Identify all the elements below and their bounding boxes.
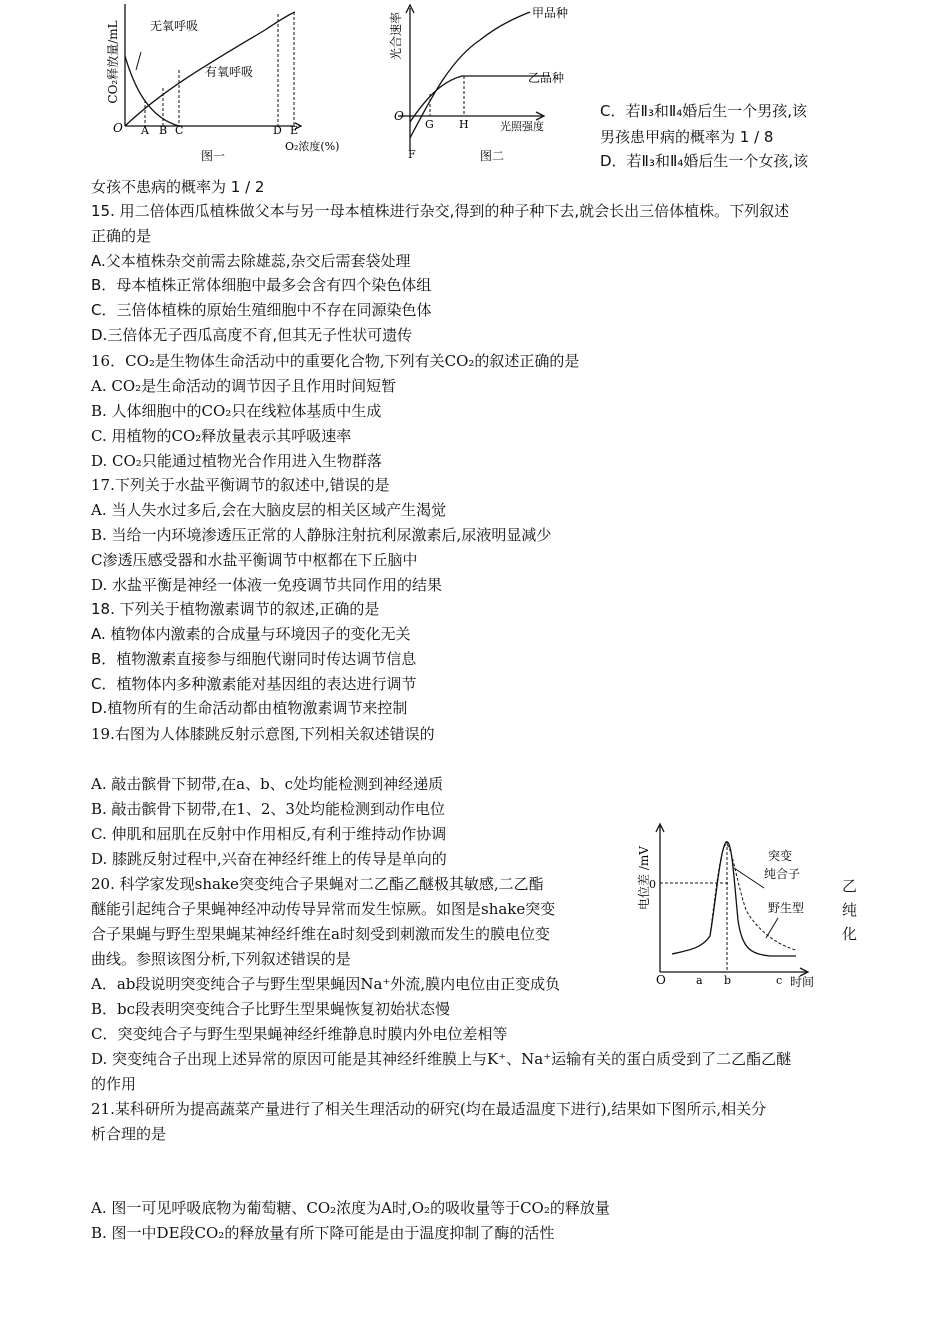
fig1-xlabel: O₂浓度(%) <box>285 140 340 153</box>
q15-option-b: B．母本植株正常体细胞中最多会含有四个染色体组 <box>91 276 432 294</box>
fig2-caption: 图二 <box>480 149 505 163</box>
fig1-label-anaerobic: 无氧呼吸 <box>150 19 199 33</box>
q20-option-b: B．bc段表明突变纯合子比野生型果蝇恢复初始状态慢 <box>91 1000 451 1018</box>
fig3-origin: O <box>656 973 666 987</box>
q15-option-d: D.三倍体无子西瓜高度不育,但其无子性状可遗传 <box>91 326 413 344</box>
q17-option-a: A. 当人失水过多后,会在大脑皮层的相关区域产生渴觉 <box>91 501 447 519</box>
q21-option-b: B. 图一中DE段CO₂的释放量有所下降可能是由于温度抑制了酶的活性 <box>91 1224 555 1242</box>
q20-stem-line1: 20. 科学家发现shake突变纯合子果蝇对二乙酯乙醚极其敏感,二乙酯 <box>91 875 544 893</box>
fig2-origin: O <box>394 109 404 123</box>
fig1-leader-anaerobic <box>136 52 141 70</box>
fig3-tick-b: b <box>724 974 732 987</box>
q15-stem-line1: 15. 用二倍体西瓜植株做父本与另一母本植株进行杂交,得到的种子种下去,就会长出三倍体植株。下列叙述 <box>91 202 790 220</box>
q20-side-char-2: 纯 <box>842 901 858 919</box>
q20-side-char-1: 乙 <box>842 877 858 895</box>
q14-option-d-line2: 女孩不患病的概率为 1 / 2 <box>91 178 265 196</box>
fig1-curve-anaerobic <box>125 56 179 126</box>
q17-option-c: C渗透压感受器和水盐平衡调节中枢都在下丘脑中 <box>91 551 418 569</box>
q17-option-b: B. 当给一内环境渗透压正常的人静脉注射抗利尿激素后,尿液明显减少 <box>91 526 552 544</box>
q21-option-a: A. 图一可见呼吸底物为葡萄糖、CO₂浓度为A时,O₂的吸收量等于CO₂的释放量 <box>91 1199 610 1217</box>
q16-option-a: A. CO₂是生命活动的调节因子且作用时间短暂 <box>91 377 397 395</box>
fig3-label-mutant-2: 纯合子 <box>764 867 801 881</box>
q15-option-c: C．三倍体植株的原始生殖细胞中不存在同源染色体 <box>91 301 432 319</box>
fig1-tick-d: D <box>273 124 282 137</box>
q20-stem-line2: 醚能引起纯合子果蝇神经冲动传导异常而发生惊厥。如图是shake突变 <box>91 900 556 918</box>
figure-one <box>95 0 365 168</box>
figure-membrane-potential <box>630 820 830 998</box>
fig2-ylabel: 光合速率 <box>389 11 403 61</box>
q18-stem: 18. 下列关于植物激素调节的叙述,正确的是 <box>91 600 380 618</box>
q19-option-a: A. 敲击髌骨下韧带,在a、b、c处均能检测到神经递质 <box>91 775 444 793</box>
q14-option-d-line1: D．若Ⅱ₃和Ⅱ₄婚后生一个女孩,该 <box>600 152 809 170</box>
q20-option-d-line1: D. 突变纯合子出现上述异常的原因可能是其神经纤维膜上与K⁺、Na⁺运输有关的蛋白质受到了二乙酯乙醚 <box>91 1050 792 1068</box>
q16-option-d: D. CO₂只能通过植物光合作用进入生物群落 <box>91 452 382 470</box>
q20-stem-line3: 合子果蝇与野生型果蝇某神经纤维在a时刻受到刺激而发生的膜电位变 <box>91 925 550 943</box>
fig2-series-yi: 乙品种 <box>528 71 565 85</box>
q15-stem-line2: 正确的是 <box>91 227 152 245</box>
q20-option-c: C．突变纯合子与野生型果蝇神经纤维静息时膜内外电位差相等 <box>91 1025 508 1043</box>
fig3-xlabel: 时间 <box>790 975 815 989</box>
fig3-tick-a: a <box>696 974 703 987</box>
fig2-tick-g: G <box>425 118 434 131</box>
fig1-label-aerobic: 有氧呼吸 <box>205 65 254 79</box>
q19-option-c: C. 伸肌和屈肌在反射中作用相反,有利于维持动作协调 <box>91 825 447 843</box>
q18-option-c: C．植物体内多种激素能对基因组的表达进行调节 <box>91 675 417 693</box>
q16-option-b: B. 人体细胞中的CO₂只在线粒体基质中生成 <box>91 402 382 420</box>
fig2-tick-h: H <box>459 118 469 131</box>
q16-option-c: C. 用植物的CO₂释放量表示其呼吸速率 <box>91 427 352 445</box>
q21-stem-line1: 21.某科研所为提高蔬菜产量进行了相关生理活动的研究(均在最适温度下进行),结果如下图所示,相关分 <box>91 1100 767 1118</box>
q15-option-a: A.父本植株杂交前需去除雄蕊,杂交后需套袋处理 <box>91 252 411 270</box>
q17-stem: 17.下列关于水盐平衡调节的叙述中,错误的是 <box>91 476 390 494</box>
fig3-label-wild: 野生型 <box>768 901 805 915</box>
fig1-origin: O <box>113 121 123 135</box>
fig1-tick-c: C <box>175 124 184 137</box>
fig3-label-mutant-1: 突变 <box>768 849 793 863</box>
fig3-ylabel: 电位差 /mV <box>637 846 651 910</box>
fig1-tick-e: E <box>290 124 299 137</box>
q16-stem: 16．CO₂是生物体生命活动中的重要化合物,下列有关CO₂的叙述正确的是 <box>91 352 580 370</box>
fig1-tick-b: B <box>159 124 168 137</box>
fig1-caption: 图一 <box>201 149 226 163</box>
fig3-zero: 0 <box>649 878 656 891</box>
fig3-tick-c: c <box>776 974 783 987</box>
q20-side-char-3: 化 <box>842 925 858 943</box>
figure-two <box>380 0 600 168</box>
q19-stem: 19.右图为人体膝跳反射示意图,下列相关叙述错误的 <box>91 725 435 743</box>
fig2-below-f: F <box>408 148 416 161</box>
q20-stem-line4: 曲线。参照该图分析,下列叙述错误的是 <box>91 950 351 968</box>
q14-option-c-line1: C．若Ⅱ₃和Ⅱ₄婚后生一个男孩,该 <box>600 102 808 120</box>
q18-option-b: B．植物激素直接参与细胞代谢同时传达调节信息 <box>91 650 417 668</box>
q14-option-c-line2: 男孩患甲病的概率为 1 / 8 <box>600 128 774 146</box>
fig2-xlabel: 光照强度 <box>500 120 544 133</box>
q19-option-b: B. 敲击髌骨下韧带,在1、2、3处均能检测到动作电位 <box>91 800 445 818</box>
fig1-tick-a: A <box>141 124 149 137</box>
q21-stem-line2: 析合理的是 <box>91 1125 167 1143</box>
q19-option-d: D. 膝跳反射过程中,兴奋在神经纤维上的传导是单向的 <box>91 850 447 868</box>
q18-option-a: A. 植物体内激素的合成量与环境因子的变化无关 <box>91 625 411 643</box>
fig1-ylabel: CO₂释放量/mL <box>106 20 120 104</box>
q17-option-d: D. 水盐平衡是神经一体液一免疫调节共同作用的结果 <box>91 576 443 594</box>
q18-option-d: D.植物所有的生命活动都由植物激素调节来控制 <box>91 699 408 717</box>
fig3-leader-wild <box>766 918 778 938</box>
q20-option-a: A．ab段说明突变纯合子与野生型果蝇因Na⁺外流,膜内电位由正变成负 <box>91 975 561 993</box>
q20-option-d-line2: 的作用 <box>91 1075 137 1093</box>
fig2-series-jia: 甲品种 <box>532 6 569 20</box>
